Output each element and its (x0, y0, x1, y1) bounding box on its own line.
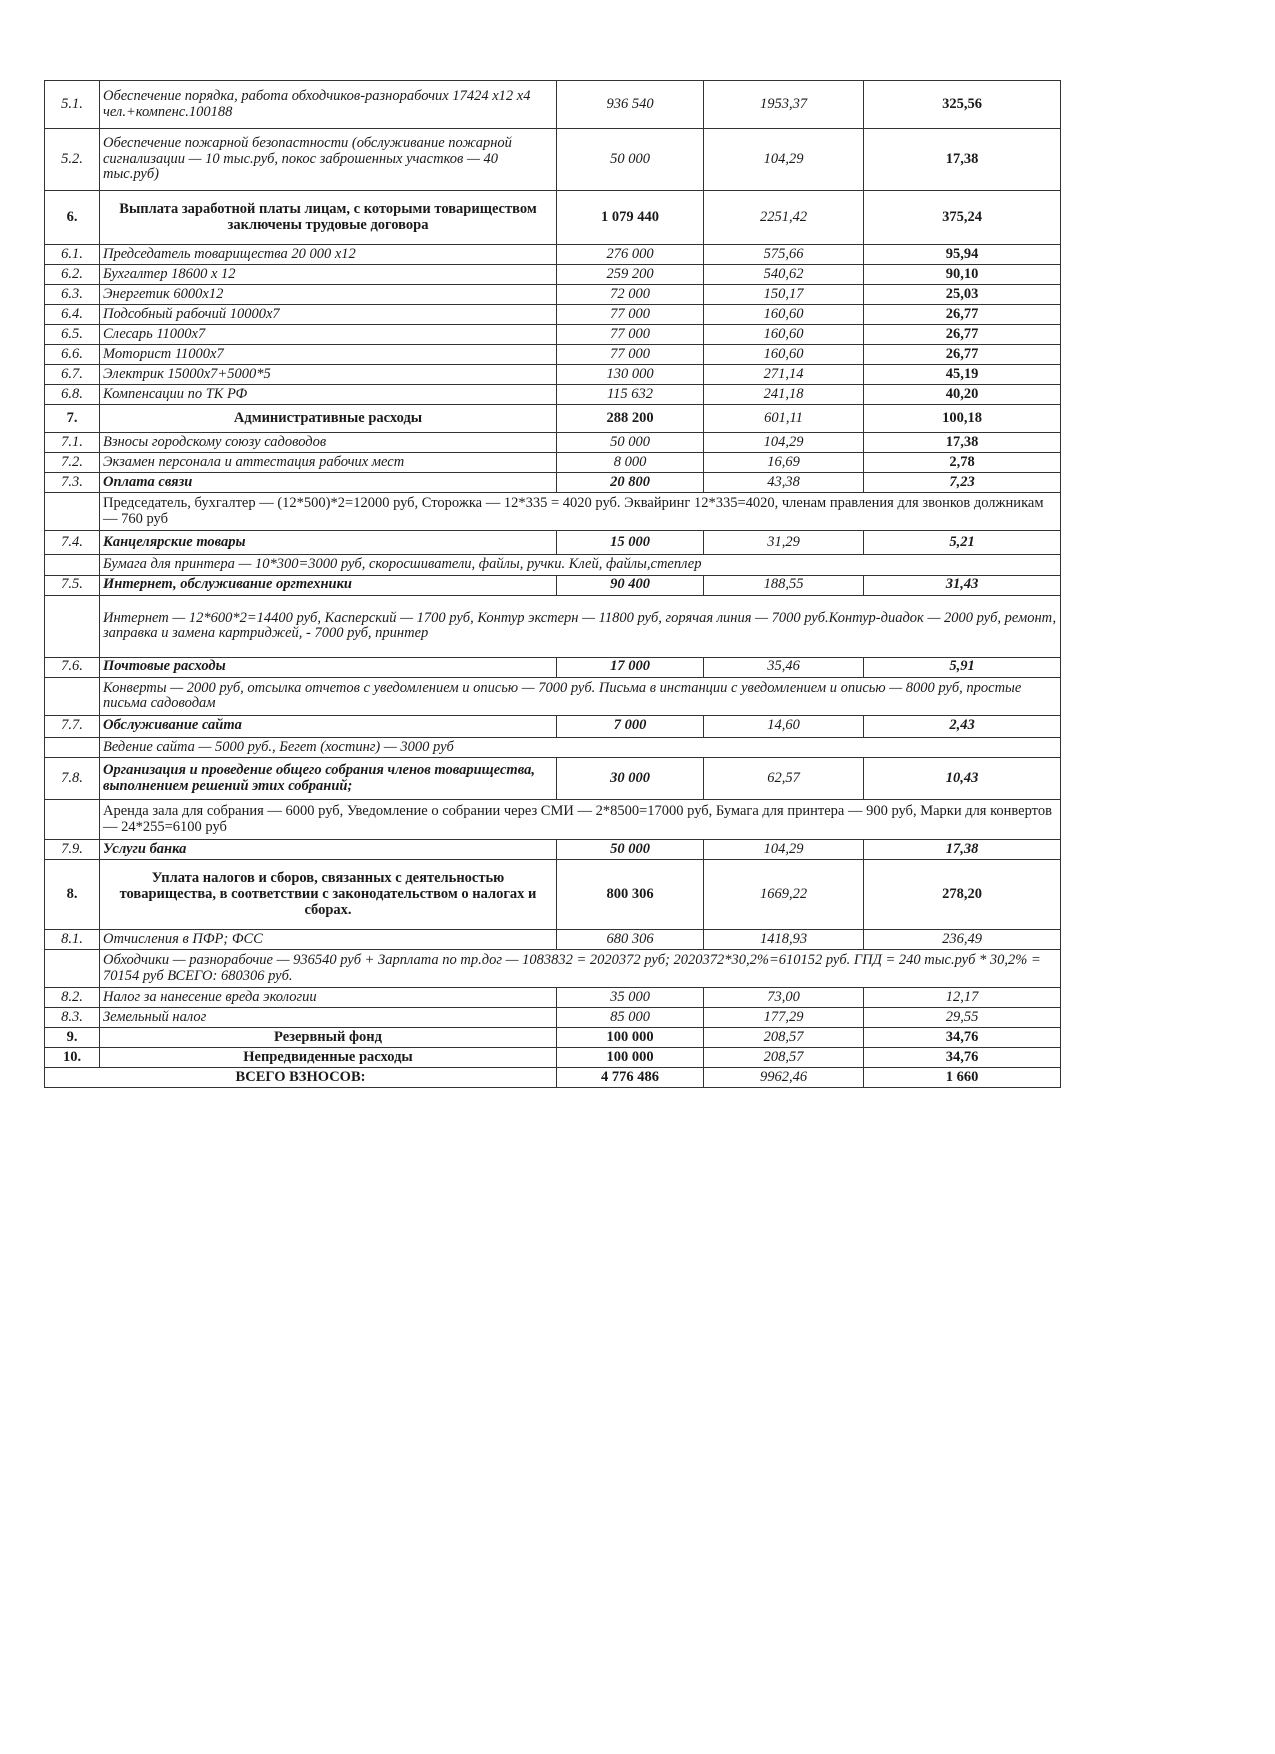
row-amount: 50 000 (557, 433, 704, 453)
note-row (45, 950, 1061, 988)
note-row (45, 555, 1061, 576)
row-description: Энергетик 6000х12 (100, 285, 557, 305)
row-amount: 15 000 (557, 531, 704, 555)
row-rate: 10,43 (864, 758, 1061, 800)
row-number: 8.3. (45, 1008, 100, 1028)
note-row (45, 737, 1061, 758)
row-value: 16,69 (704, 453, 864, 473)
row-value: 62,57 (704, 758, 864, 800)
row-rate: 34,76 (864, 1048, 1061, 1068)
row-amount: 77 000 (557, 325, 704, 345)
row-rate: 2,43 (864, 715, 1061, 737)
table-row (45, 840, 1061, 860)
table-row (45, 405, 1061, 433)
table-row (45, 1048, 1061, 1068)
row-value: 2251,42 (704, 191, 864, 245)
row-number: 7. (45, 405, 100, 433)
table-row (45, 453, 1061, 473)
row-value: 1953,37 (704, 81, 864, 129)
empty-cell (45, 493, 100, 531)
empty-cell (45, 950, 100, 988)
row-number: 6.3. (45, 285, 100, 305)
row-amount: 680 306 (557, 930, 704, 950)
table-row (45, 191, 1061, 245)
row-rate: 17,38 (864, 129, 1061, 191)
row-value: 104,29 (704, 129, 864, 191)
row-value: 160,60 (704, 305, 864, 325)
table-row (45, 385, 1061, 405)
row-amount: 85 000 (557, 1008, 704, 1028)
row-number: 8. (45, 860, 100, 930)
row-rate: 26,77 (864, 325, 1061, 345)
row-description: Непредвиденные расходы (100, 1048, 557, 1068)
row-description: Канцелярские товары (100, 531, 557, 555)
row-amount: 77 000 (557, 345, 704, 365)
row-amount: 276 000 (557, 245, 704, 265)
table-row (45, 433, 1061, 453)
row-amount: 259 200 (557, 265, 704, 285)
row-value: 188,55 (704, 575, 864, 595)
table-row (45, 988, 1061, 1008)
row-amount: 7 000 (557, 715, 704, 737)
row-amount: 77 000 (557, 305, 704, 325)
table-row (45, 531, 1061, 555)
row-rate: 26,77 (864, 345, 1061, 365)
row-amount: 8 000 (557, 453, 704, 473)
row-number: 8.2. (45, 988, 100, 1008)
row-amount: 288 200 (557, 405, 704, 433)
row-number: 10. (45, 1048, 100, 1068)
row-rate: 45,19 (864, 365, 1061, 385)
row-value: 1418,93 (704, 930, 864, 950)
row-value: 208,57 (704, 1048, 864, 1068)
note-text: Конверты — 2000 руб, отсылка отчетов с уведомлением и описью — 7000 руб. Письма в инстанции с уведомлением и описью — 8000 руб, простые письма садоводам (100, 677, 1061, 715)
total-label: ВСЕГО ВЗНОСОВ: (45, 1068, 557, 1088)
row-number: 6.5. (45, 325, 100, 345)
empty-cell (45, 555, 100, 576)
row-rate: 29,55 (864, 1008, 1061, 1028)
row-number: 9. (45, 1028, 100, 1048)
table-row (45, 325, 1061, 345)
row-number: 6.1. (45, 245, 100, 265)
note-text: Интернет — 12*600*2=14400 руб, Касперский — 1700 руб, Контур экстерн — 11800 руб, горячая линия — 7000 руб.Контур-диадок — 2000 руб, ремонт, заправка и замена картриджей, - 7000 руб, принтер (100, 595, 1061, 657)
table-row (45, 575, 1061, 595)
total-amount: 4 776 486 (557, 1068, 704, 1088)
row-number: 6.4. (45, 305, 100, 325)
row-description: Налог за нанесение вреда экологии (100, 988, 557, 1008)
row-description: Председатель товарищества 20 000 х12 (100, 245, 557, 265)
note-text: Ведение сайта — 5000 руб., Бегет (хостинг) — 3000 руб (100, 737, 1061, 758)
row-number: 5.2. (45, 129, 100, 191)
row-value: 271,14 (704, 365, 864, 385)
row-number: 7.8. (45, 758, 100, 800)
row-rate: 34,76 (864, 1028, 1061, 1048)
table-row (45, 345, 1061, 365)
row-rate: 278,20 (864, 860, 1061, 930)
row-number: 6.7. (45, 365, 100, 385)
row-value: 104,29 (704, 840, 864, 860)
row-rate: 40,20 (864, 385, 1061, 405)
row-amount: 115 632 (557, 385, 704, 405)
row-amount: 50 000 (557, 840, 704, 860)
row-number: 7.4. (45, 531, 100, 555)
row-amount: 20 800 (557, 473, 704, 493)
empty-cell (45, 800, 100, 840)
row-amount: 800 306 (557, 860, 704, 930)
total-per-hundred: 9962,46 (704, 1068, 864, 1088)
row-description: Электрик 15000х7+5000*5 (100, 365, 557, 385)
table-row (45, 265, 1061, 285)
row-rate: 100,18 (864, 405, 1061, 433)
note-text: Аренда зала для собрания — 6000 руб, Уведомление о собрании через СМИ — 2*8500=17000 руб, Бумага для принтера — 900 руб, Марки для конвертов — 24*255=6100 руб (100, 800, 1061, 840)
note-row (45, 800, 1061, 840)
row-amount: 90 400 (557, 575, 704, 595)
row-description: Компенсации по ТК РФ (100, 385, 557, 405)
row-description: Моторист 11000х7 (100, 345, 557, 365)
row-rate: 31,43 (864, 575, 1061, 595)
row-rate: 90,10 (864, 265, 1061, 285)
empty-cell (45, 595, 100, 657)
row-amount: 100 000 (557, 1048, 704, 1068)
table-row (45, 1028, 1061, 1048)
row-description: Обеспечение пожарной безопастности (обслуживание пожарной сигнализации — 10 тыс.руб, покос заброшенных участков — 40 тыс.руб) (100, 129, 557, 191)
table-row (45, 758, 1061, 800)
row-rate: 375,24 (864, 191, 1061, 245)
row-rate: 325,56 (864, 81, 1061, 129)
table-row (45, 657, 1061, 677)
row-value: 177,29 (704, 1008, 864, 1028)
row-rate: 2,78 (864, 453, 1061, 473)
row-number: 7.2. (45, 453, 100, 473)
row-rate: 12,17 (864, 988, 1061, 1008)
table-row (45, 365, 1061, 385)
row-description: Административные расходы (100, 405, 557, 433)
row-amount: 72 000 (557, 285, 704, 305)
row-description: Подсобный рабочий 10000х7 (100, 305, 557, 325)
budget-sheet (44, 80, 1060, 1088)
row-amount: 130 000 (557, 365, 704, 385)
row-rate: 17,38 (864, 840, 1061, 860)
table-row (45, 473, 1061, 493)
row-description: Обеспечение порядка, работа обходчиков-разнорабочих 17424 х12 х4 чел.+компенс.100188 (100, 81, 557, 129)
budget-table (44, 80, 1061, 1088)
note-row (45, 677, 1061, 715)
row-amount: 50 000 (557, 129, 704, 191)
row-amount: 936 540 (557, 81, 704, 129)
row-description: Бухгалтер 18600 х 12 (100, 265, 557, 285)
row-rate: 17,38 (864, 433, 1061, 453)
row-description: Земельный налог (100, 1008, 557, 1028)
row-value: 35,46 (704, 657, 864, 677)
note-row (45, 493, 1061, 531)
table-row (45, 285, 1061, 305)
row-amount: 35 000 (557, 988, 704, 1008)
row-value: 14,60 (704, 715, 864, 737)
row-number: 7.3. (45, 473, 100, 493)
row-description: Интернет, обслуживание оргтехники (100, 575, 557, 595)
row-description: Взносы городскому союзу садоводов (100, 433, 557, 453)
table-row (45, 860, 1061, 930)
row-description: Оплата связи (100, 473, 557, 493)
row-description: Экзамен персонала и аттестация рабочих мест (100, 453, 557, 473)
row-value: 150,17 (704, 285, 864, 305)
row-value: 31,29 (704, 531, 864, 555)
row-amount: 17 000 (557, 657, 704, 677)
empty-cell (45, 677, 100, 715)
row-value: 575,66 (704, 245, 864, 265)
row-number: 7.7. (45, 715, 100, 737)
total-row (45, 1068, 1061, 1088)
row-amount: 1 079 440 (557, 191, 704, 245)
row-number: 7.5. (45, 575, 100, 595)
row-rate: 95,94 (864, 245, 1061, 265)
row-rate: 5,91 (864, 657, 1061, 677)
row-description: Услуги банка (100, 840, 557, 860)
row-value: 601,11 (704, 405, 864, 433)
table-row (45, 1008, 1061, 1028)
row-rate: 5,21 (864, 531, 1061, 555)
row-rate: 25,03 (864, 285, 1061, 305)
row-description: Обслуживание сайта (100, 715, 557, 737)
row-value: 1669,22 (704, 860, 864, 930)
row-description: Организация и проведение общего собрания членов товарищества, выполнением решений этих собраний; (100, 758, 557, 800)
budget-table-body (45, 81, 1061, 1088)
note-row (45, 595, 1061, 657)
row-description: Выплата заработной платы лицам, с которыми товариществом заключены трудовые договора (100, 191, 557, 245)
row-number: 6.2. (45, 265, 100, 285)
row-number: 7.9. (45, 840, 100, 860)
row-value: 540,62 (704, 265, 864, 285)
row-number: 5.1. (45, 81, 100, 129)
row-description: Резервный фонд (100, 1028, 557, 1048)
row-number: 7.1. (45, 433, 100, 453)
row-value: 208,57 (704, 1028, 864, 1048)
row-rate: 26,77 (864, 305, 1061, 325)
note-text: Обходчики — разнорабочие — 936540 руб + Зарплата по тр.дог — 1083832 = 2020372 руб; 2020372*30,2%=610152 руб. ГПД = 240 тыс.руб * 30,2% = 70154 руб ВСЕГО: 680306 руб. (100, 950, 1061, 988)
table-row (45, 245, 1061, 265)
table-row (45, 715, 1061, 737)
row-number: 6.6. (45, 345, 100, 365)
total-per-sotka: 1 660 (864, 1068, 1061, 1088)
row-number: 6.8. (45, 385, 100, 405)
row-description: Уплата налогов и сборов, связанных с деятельностью товарищества, в соответствии с законодательством о налогах и сборах. (100, 860, 557, 930)
row-rate: 7,23 (864, 473, 1061, 493)
row-value: 241,18 (704, 385, 864, 405)
table-row (45, 81, 1061, 129)
row-description: Почтовые расходы (100, 657, 557, 677)
row-description: Слесарь 11000х7 (100, 325, 557, 345)
row-number: 7.6. (45, 657, 100, 677)
row-value: 104,29 (704, 433, 864, 453)
row-value: 160,60 (704, 345, 864, 365)
row-description: Отчисления в ПФР; ФСС (100, 930, 557, 950)
row-value: 73,00 (704, 988, 864, 1008)
row-number: 8.1. (45, 930, 100, 950)
table-row (45, 305, 1061, 325)
row-number: 6. (45, 191, 100, 245)
row-amount: 100 000 (557, 1028, 704, 1048)
row-value: 43,38 (704, 473, 864, 493)
note-text: Бумага для принтера — 10*300=3000 руб, скоросшиватели, файлы, ручки. Клей, файлы,степлер (100, 555, 1061, 576)
row-value: 160,60 (704, 325, 864, 345)
table-row (45, 129, 1061, 191)
table-row (45, 930, 1061, 950)
row-amount: 30 000 (557, 758, 704, 800)
row-rate: 236,49 (864, 930, 1061, 950)
note-text: Председатель, бухгалтер — (12*500)*2=12000 руб, Сторожка — 12*335 = 4020 руб. Эквайринг 12*335=4020, членам правления для звонков должникам — 760 руб (100, 493, 1061, 531)
empty-cell (45, 737, 100, 758)
